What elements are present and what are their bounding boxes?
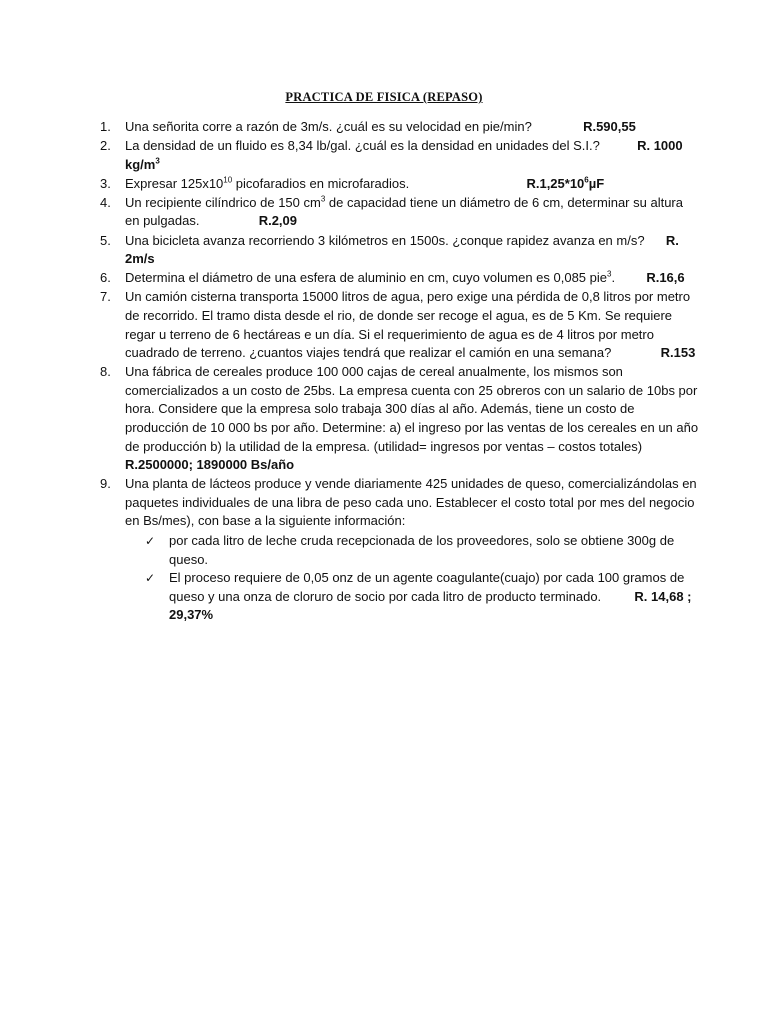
exercise-number: 6. (100, 270, 111, 286)
exercise-8 (100, 363, 700, 475)
page-title: PRACTICA DE FISICA (REPASO) (285, 90, 483, 104)
answer-unit: $kg/m^3$ (125, 156, 160, 172)
exercise-answer: R.590,55 (583, 119, 636, 134)
exercise-text: Expresar $125x10^{10}$ picofaradios en microfaradios. (125, 175, 410, 191)
bullet-text: El proceso requiere de 0,05 onz de un agente coagulante(cuajo) por cada 100 gramos de queso y una onza de cloruro de socio por cada litro de producto terminado. (169, 570, 685, 604)
exercise-1 (100, 118, 700, 137)
exercise-answer: R.2500000; 1890000 Bs/año (125, 457, 295, 473)
exercise-text: Una señorita corre a razón de 3m/s. ¿cuál es su velocidad en pie/min? (125, 119, 532, 134)
exercise-text: Una planta de lácteos produce y vende diariamente 425 unidades de queso, comercializándolas en paquetes individuales de una libra de peso cada uno. Establecer el costo total por mes del negocio en Bs/mes), con base a la siguiente información: (125, 476, 697, 529)
exercise-number: 8. (100, 364, 111, 380)
checkmark-icon: ✓ (145, 534, 156, 549)
bullet-text: por cada litro de leche cruda recepcionada de los proveedores, solo se obtiene 300g de queso. (169, 533, 675, 567)
exercise-answer: R. 1000 (637, 138, 683, 154)
exercise-text: Un camión cisterna transporta 15000 litros de agua, pero exige una pérdida de 0,8 litros por metro de recorrido. El tramo dista desde el rio, de donde ser recoge el agua, es de 5 Km. Se requiere regar u terreno de 6 hectáreas e un día. Si el requerimiento de agua es de 4 litros por metro cuadrado de terreno. ¿cuantos viajes tendrá que realizar el camión en una semana? (125, 289, 691, 361)
exercise-answer: R.153 (660, 345, 696, 361)
exercise-text: Un recipiente cilíndrico de 150 $cm^3$ de capacidad tiene un diámetro de 6 cm, determinar su altura en pulgadas. (125, 194, 683, 229)
exercise-answer: R.2,09 (258, 213, 298, 229)
exercise-answer: $R.1,25*10^6\mu F$ (526, 175, 605, 191)
exercise-3 (100, 175, 700, 194)
exercise-6 (100, 269, 700, 288)
exercise-number: 5. (100, 232, 111, 248)
exercise-list (100, 118, 700, 626)
bullet-item (145, 569, 700, 625)
exercise-answer: R. 14,68 ; 29,37% (169, 588, 692, 623)
exercise-text: Una bicicleta avanza recorriendo 3 kilómetros en 1500s. ¿conque rapidez avanza en m/s? (125, 232, 645, 248)
checkmark-icon: ✓ (145, 571, 156, 586)
exercise-text: Una fábrica de cereales produce 100 000 cajas de cereal anualmente, los mismos son comercializados a un costo de 25bs. La empresa cuenta con 25 obreros con un salario de 10bs por hora. Considere que la empresa solo trabaja 300 días al año. Además, tiene un costo de producción de 10 000 bs por año. Determine: a) el ingreso por las ventas de los cereales en un año de producción b) la utilidad de la empresa. (utilidad= ingresos por ventas – costos totales) (125, 364, 699, 454)
exercise-answer: R.16,6 (646, 270, 685, 286)
bullet-item (145, 532, 700, 569)
exercise-number: 1. (100, 119, 111, 134)
exercise-5 (100, 232, 700, 269)
exercise-number: 3. (100, 175, 111, 191)
exercise-number: 4. (100, 194, 111, 210)
exercise-answer: R. 2m/s (125, 232, 679, 267)
exercise-text: Determina el diámetro de una esfera de aluminio en cm, cuyo volumen es 0,085 pie$^3$. (125, 269, 616, 286)
exercise-number: 7. (100, 289, 111, 305)
exercise-number: 9. (100, 476, 111, 492)
exercise-2 (100, 137, 700, 174)
exercise-4 (100, 194, 700, 231)
exercise-9 (100, 475, 700, 625)
bullet-list (145, 532, 700, 625)
exercise-7 (100, 288, 700, 362)
exercise-text: La densidad de un fluido es 8,34 lb/gal. ¿cuál es la densidad en unidades del S.I.? (125, 138, 600, 154)
exercise-number: 2. (100, 138, 111, 154)
